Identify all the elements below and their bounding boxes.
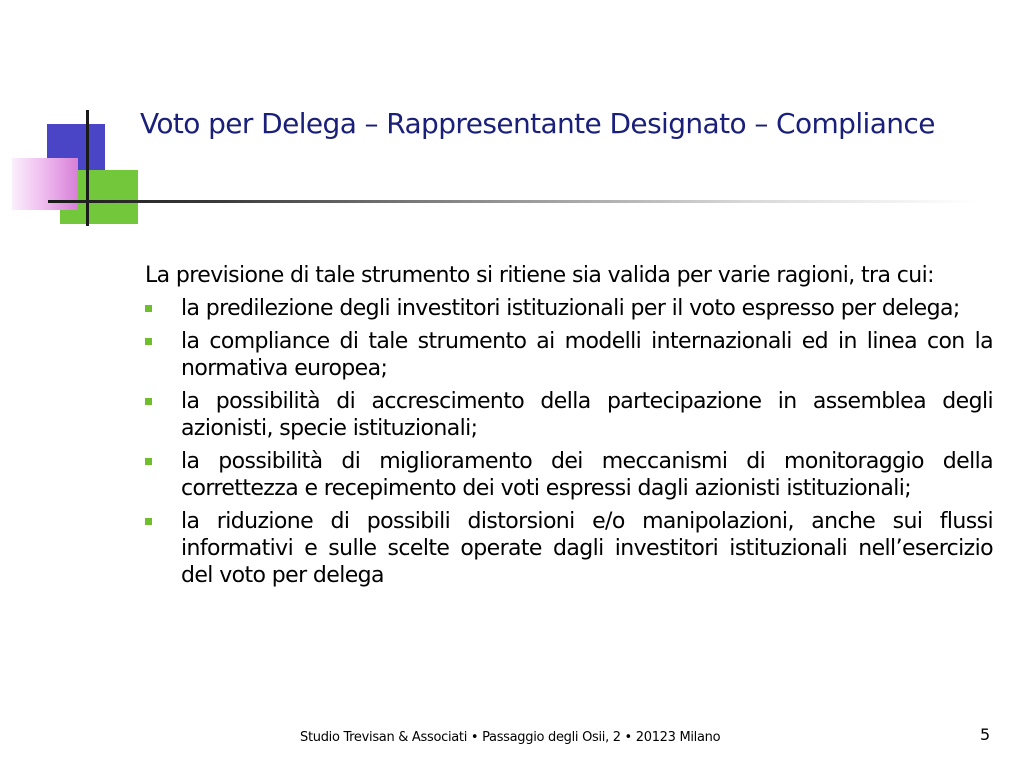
square-bullet-icon: [145, 305, 152, 312]
slide-footer: Studio Trevisan & Associati • Passaggio degli Osii, 2 • 20123 Milano: [300, 730, 721, 745]
bullet-text: la predilezione degli investitori istituzionali per il voto espresso per delega;: [181, 296, 960, 321]
bullet-text: la compliance di tale strumento ai modelli internazionali ed in linea con la normativa europea;: [181, 329, 993, 381]
logo-vertical-line: [86, 110, 89, 226]
square-bullet-icon: [145, 398, 152, 405]
decorative-squares-logo: [0, 0, 140, 240]
intro-paragraph: La previsione di tale strumento si ritiene sia valida per varie ragioni, tra cui:: [145, 263, 934, 288]
page-number: 5: [980, 725, 991, 744]
bullet-list: [145, 295, 993, 589]
square-bullet-icon: [145, 458, 152, 465]
title-divider: [48, 200, 978, 203]
slide-title: Voto per Delega – Rappresentante Designato – Compliance: [140, 107, 935, 140]
square-bullet-icon: [145, 338, 152, 345]
bullet-text: la possibilità di miglioramento dei meccanismi di monitoraggio della correttezza e recepimento dei voti espressi dagli azionisti istituzionali;: [181, 449, 993, 501]
slide-body: [145, 262, 993, 595]
bullet-text: la riduzione di possibili distorsioni e/o manipolazioni, anche sui flussi informativi e sulle scelte operate dagli investitori istituzionali nell’esercizio del voto per delega: [181, 509, 993, 588]
list-item: [145, 328, 993, 382]
square-bullet-icon: [145, 518, 152, 525]
bullet-text: la possibilità di accrescimento della partecipazione in assemblea degli azionisti, specie istituzionali;: [181, 389, 993, 441]
list-item: [145, 388, 993, 442]
list-item: [145, 448, 993, 502]
list-item: [145, 508, 993, 589]
list-item: [145, 295, 993, 322]
